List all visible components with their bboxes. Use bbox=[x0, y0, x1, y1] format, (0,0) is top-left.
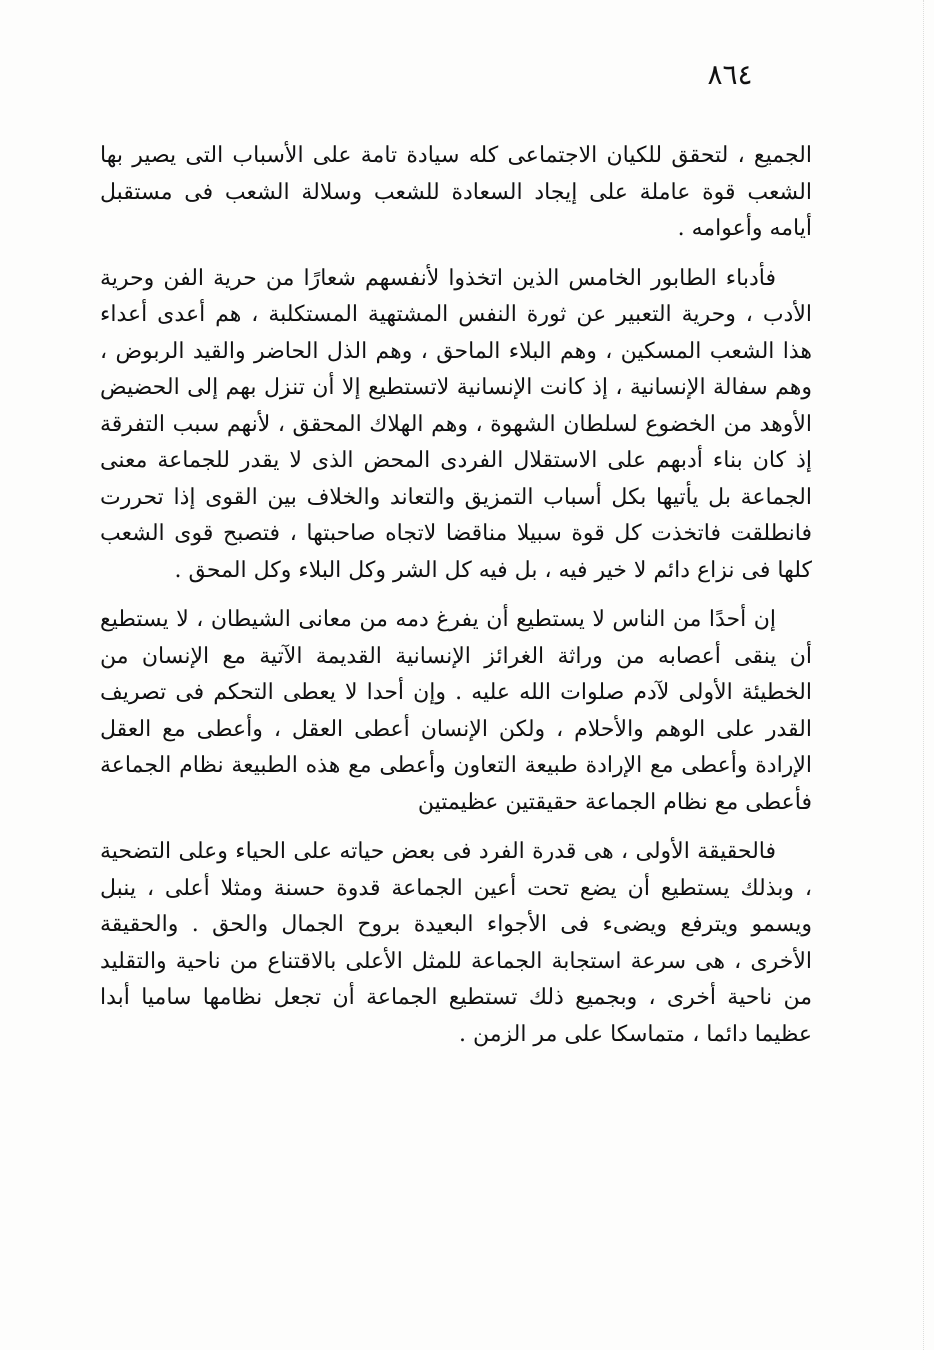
paragraph-2: فأدباء الطابور الخامس الذين اتخذوا لأنفسهم شعارًا من حرية الفن وحرية الأدب ، وحرية التعبير عن ثورة النفس المشتهية المستكلبة ، هم أعدى أعداء هذا الشعب المسكين ، وهم البلاء الماحق ، وهم الذل الحاضر والقيد الربوض ، وهم سفالة الإنسانية ، إذ كانت الإنسانية لاتستطيع إلا أن تنزل بهم إلى الحضيض الأوهد من الخضوع لسلطان الشهوة ، وهم الهلاك المحقق ، لأنهم سبب التفرقة إذ كان بناء أدبهم على الاستقلال الفردى المحض الذى لا يقدر للجماعة معنى الجماعة بل يأتيها بكل أسباب التمزيق والتعاند والخلاف بين القوى إذا تحررت فانطلقت فاتخذت كل قوة سبيلا مناقضا لاتجاه صاحبتها ، فتصبح قوى الشعب كلها فى نزاع دائم لا خير فيه ، بل فيه كل الشر وكل البلاء وكل المحق . bbox=[100, 265, 812, 583]
paragraph-3: إن أحدًا من الناس لا يستطيع أن يفرغ دمه من معانى الشيطان ، لا يستطيع أن ينقى أعصابه من وراثة الغرائز الإنسانية القديمة الآتية مع الإنسان من الخطيئة الأولى لآدم صلوات الله عليه . وإن أحدا لا يعطى التحكم فى تصريف القدر على الوهم والأحلام ، ولكن الإنسان أعطى العقل ، وأعطى مع العقل الإرادة وأعطى مع الإرادة طبيعة التعاون وأعطى مع هذه الطبيعة نظام الجماعة فأعطى مع نظام الجماعة حقيقتين عظيمتين bbox=[100, 607, 812, 815]
scan-edge bbox=[917, 0, 924, 1350]
paragraph-1: الجميع ، لتحقق للكيان الاجتماعى كله سيادة تامة على الأسباب التى يصير بها الشعب قوة عاملة على إيجاد السعادة للشعب وسلالة الشعب فى مستقبل أيامه وأعوامه . bbox=[100, 143, 812, 241]
body-text bbox=[100, 138, 812, 1066]
page-number: ٨٦٤ bbox=[707, 58, 753, 91]
paragraph-4: فالحقيقة الأولى ، هى قدرة الفرد فى بعض حياته على الحياء وعلى التضحية ، وبذلك يستطيع أن يضع تحت أعين الجماعة قدوة حسنة ومثلا أعلى ، ينبل ويسمو ويترفع ويضىء فى الأجواء البعيدة بروح الجمال والحق . والحقيقة الأخرى ، هى سرعة استجابة الجماعة للمثل الأعلى بالاقتناع من ناحية والتقليد من ناحية أخرى ، وبجميع ذلك تستطيع الجماعة أن تجعل نظامها ساميا أبدا عظيما دائما ، متماسكا على مر الزمن . bbox=[100, 839, 812, 1047]
